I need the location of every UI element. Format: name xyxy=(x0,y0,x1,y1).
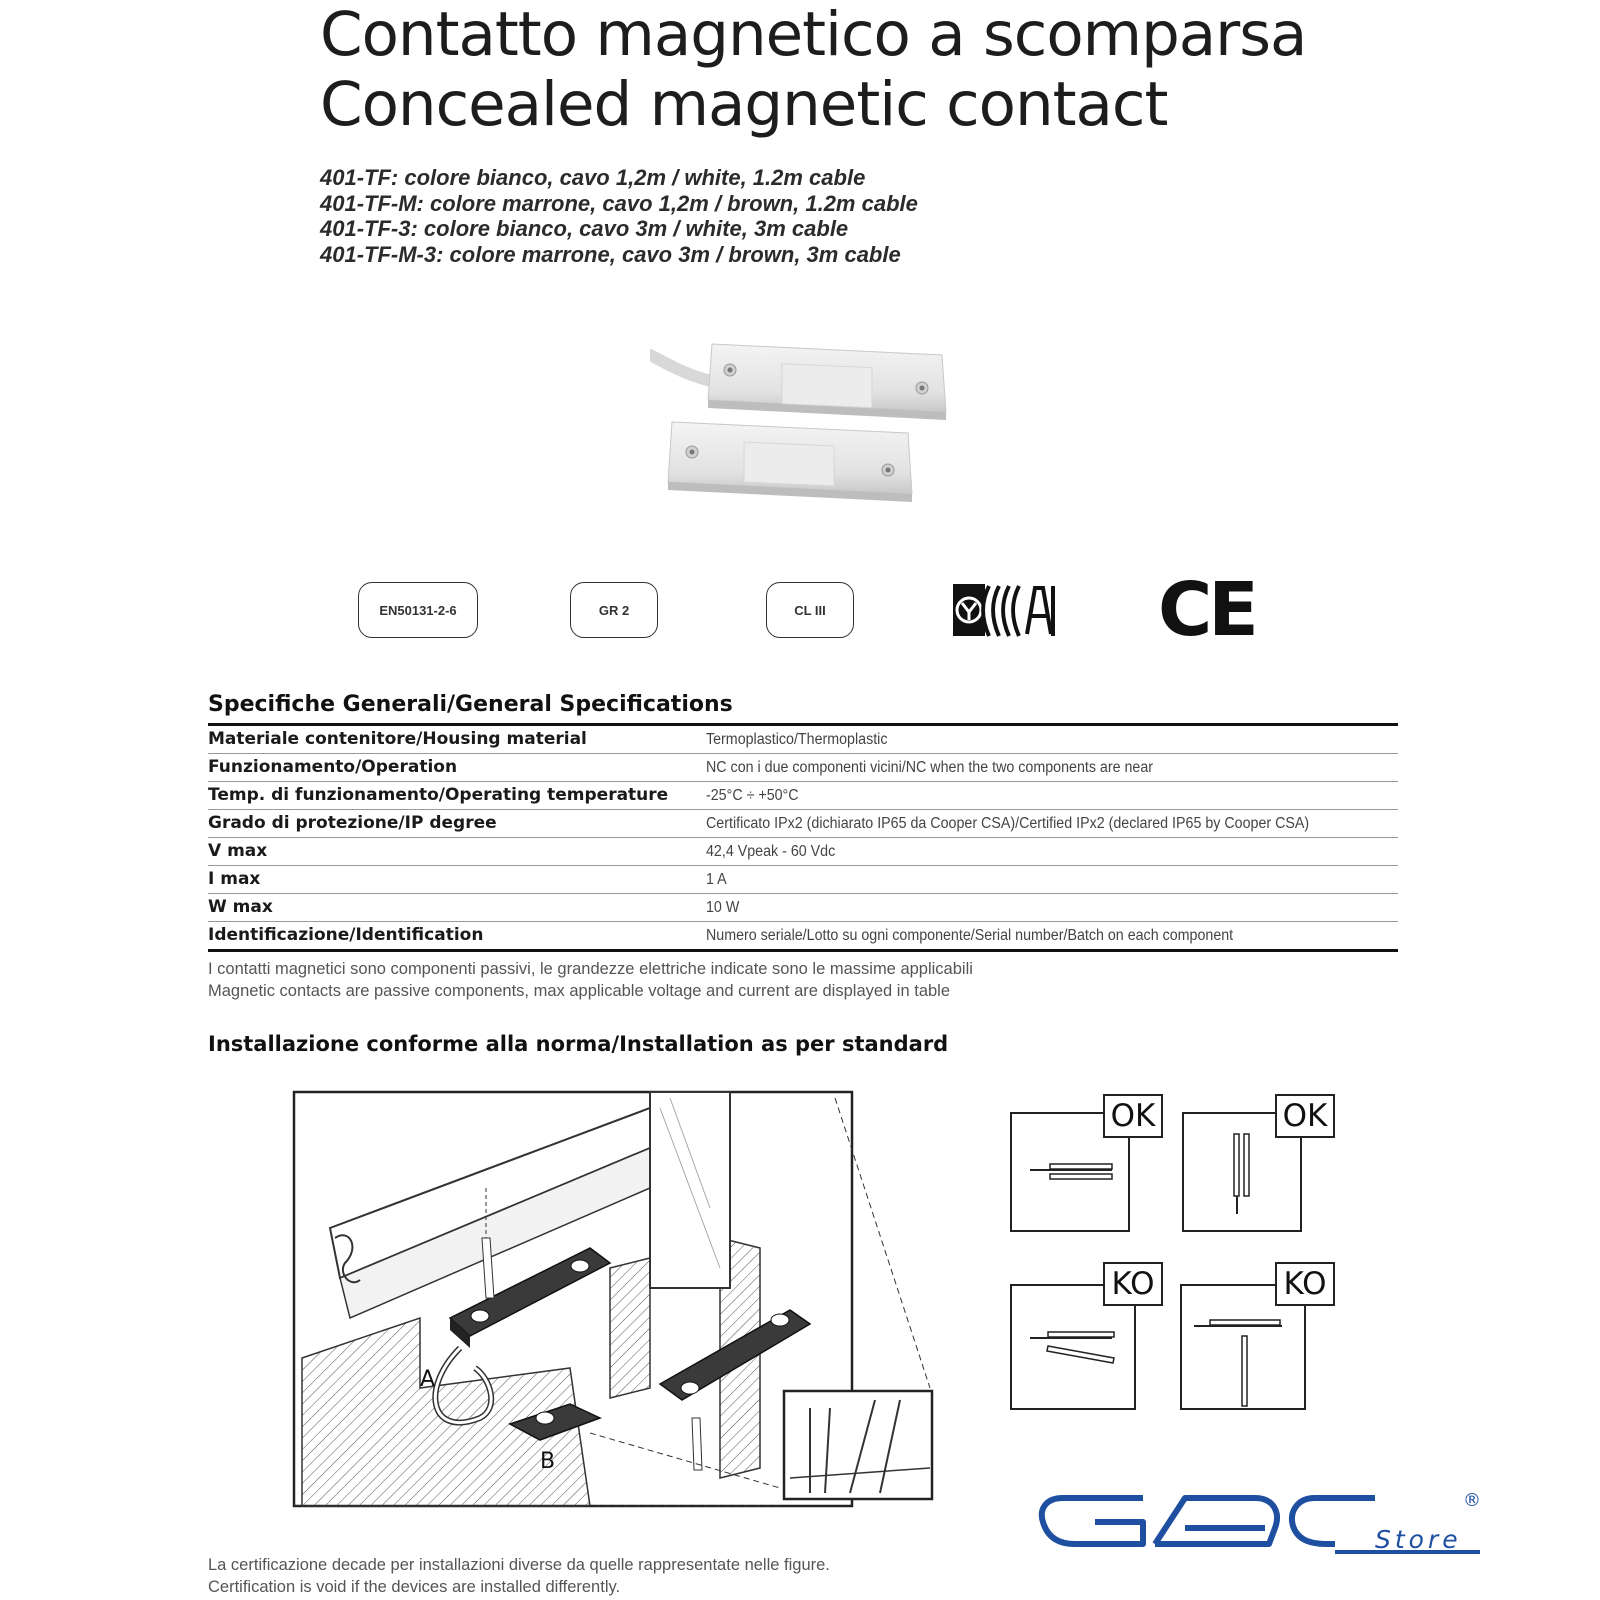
table-row xyxy=(208,922,1398,949)
spec-value: Certificato IPx2 (dichiarato IP65 da Cooper CSA)/Certified IPx2 (declared IP65 by Cooper CSA) xyxy=(706,815,1310,832)
ok-label: OK xyxy=(1103,1094,1163,1138)
model-item: 401-TF-3: colore bianco, cavo 3m / white, 3m cable xyxy=(320,216,849,241)
gac-store-logo xyxy=(1035,1488,1485,1556)
spec-value: Numero seriale/Lotto su ogni componente/Serial number/Batch on each component xyxy=(706,927,1234,944)
table-row xyxy=(208,810,1398,838)
spec-key: W max xyxy=(208,897,273,917)
ko-label: KO xyxy=(1103,1262,1163,1306)
footer-italian: La certificazione decade per installazioni diverse da quelle rappresentate nelle figure. xyxy=(208,1556,830,1574)
spec-key: Materiale contenitore/Housing material xyxy=(208,729,587,749)
registered-mark: ® xyxy=(1463,1490,1481,1511)
specs-title: Specifiche Generali/General Specifications xyxy=(208,692,733,717)
spec-key: Grado di protezione/IP degree xyxy=(208,813,497,833)
table-row xyxy=(208,726,1398,754)
cable xyxy=(650,355,715,382)
imq-mark-icon xyxy=(953,582,1059,640)
page-title xyxy=(320,0,1306,140)
footer-english: Certification is void if the devices are installed differently. xyxy=(208,1578,621,1596)
spec-value: 10 W xyxy=(706,899,740,916)
spec-value: Termoplastico/Thermoplastic xyxy=(706,731,888,748)
ko-label: KO xyxy=(1275,1262,1335,1306)
badge-class: CL III xyxy=(766,582,854,638)
spec-key: V max xyxy=(208,841,268,861)
label-a: A xyxy=(420,1367,436,1392)
reed-switch-component xyxy=(708,344,946,420)
model-item: 401-TF: colore bianco, cavo 1,2m / white, 1.2m cable xyxy=(320,165,866,190)
title-italian: Contatto magnetico a scomparsa xyxy=(320,0,1307,70)
specs-note xyxy=(208,958,973,1002)
table-row xyxy=(208,838,1398,866)
title-english: Concealed magnetic contact xyxy=(320,69,1168,140)
model-item: 401-TF-M: colore marrone, cavo 1,2m / brown, 1.2m cable xyxy=(320,190,918,216)
logo-store-text: Store xyxy=(1375,1525,1462,1554)
spec-key: Identificazione/Identification xyxy=(208,925,484,945)
ce-mark: CE xyxy=(1158,567,1255,653)
table-row xyxy=(208,866,1398,894)
spec-key: I max xyxy=(208,869,261,889)
spec-value: -25°C ÷ +50°C xyxy=(706,787,799,804)
table-row xyxy=(208,894,1398,922)
table-row xyxy=(208,754,1398,782)
spec-value: 1 A xyxy=(706,871,727,888)
magnet-component xyxy=(668,422,912,502)
spec-value: NC con i due componenti vicini/NC when the two components are near xyxy=(706,759,1154,776)
certification-footer xyxy=(208,1554,830,1598)
model-list xyxy=(320,165,918,267)
badge-grade: GR 2 xyxy=(570,582,658,638)
note-italian: I contatti magnetici sono componenti passivi, le grandezze elettriche indicate sono le massime applicabili xyxy=(208,960,973,978)
table-row xyxy=(208,782,1398,810)
note-english: Magnetic contacts are passive components, max applicable voltage and current are displayed in table xyxy=(208,982,951,1000)
installation-diagram xyxy=(290,1088,960,1538)
spec-key: Temp. di funzionamento/Operating temperature xyxy=(208,785,669,805)
ok-label: OK xyxy=(1275,1094,1335,1138)
model-item: 401-TF-M-3: colore marrone, cavo 3m / brown, 3m cable xyxy=(320,241,901,267)
inset-window xyxy=(784,1391,932,1499)
spec-key: Funzionamento/Operation xyxy=(208,757,458,777)
installation-title: Installazione conforme alla norma/Installation as per standard xyxy=(208,1032,949,1056)
spec-value: 42,4 Vpeak - 60 Vdc xyxy=(706,843,836,860)
specs-bottom-rule xyxy=(208,949,1398,952)
product-image xyxy=(650,330,980,530)
label-b: B xyxy=(540,1449,556,1474)
badge-en50131: EN50131-2-6 xyxy=(358,582,478,638)
